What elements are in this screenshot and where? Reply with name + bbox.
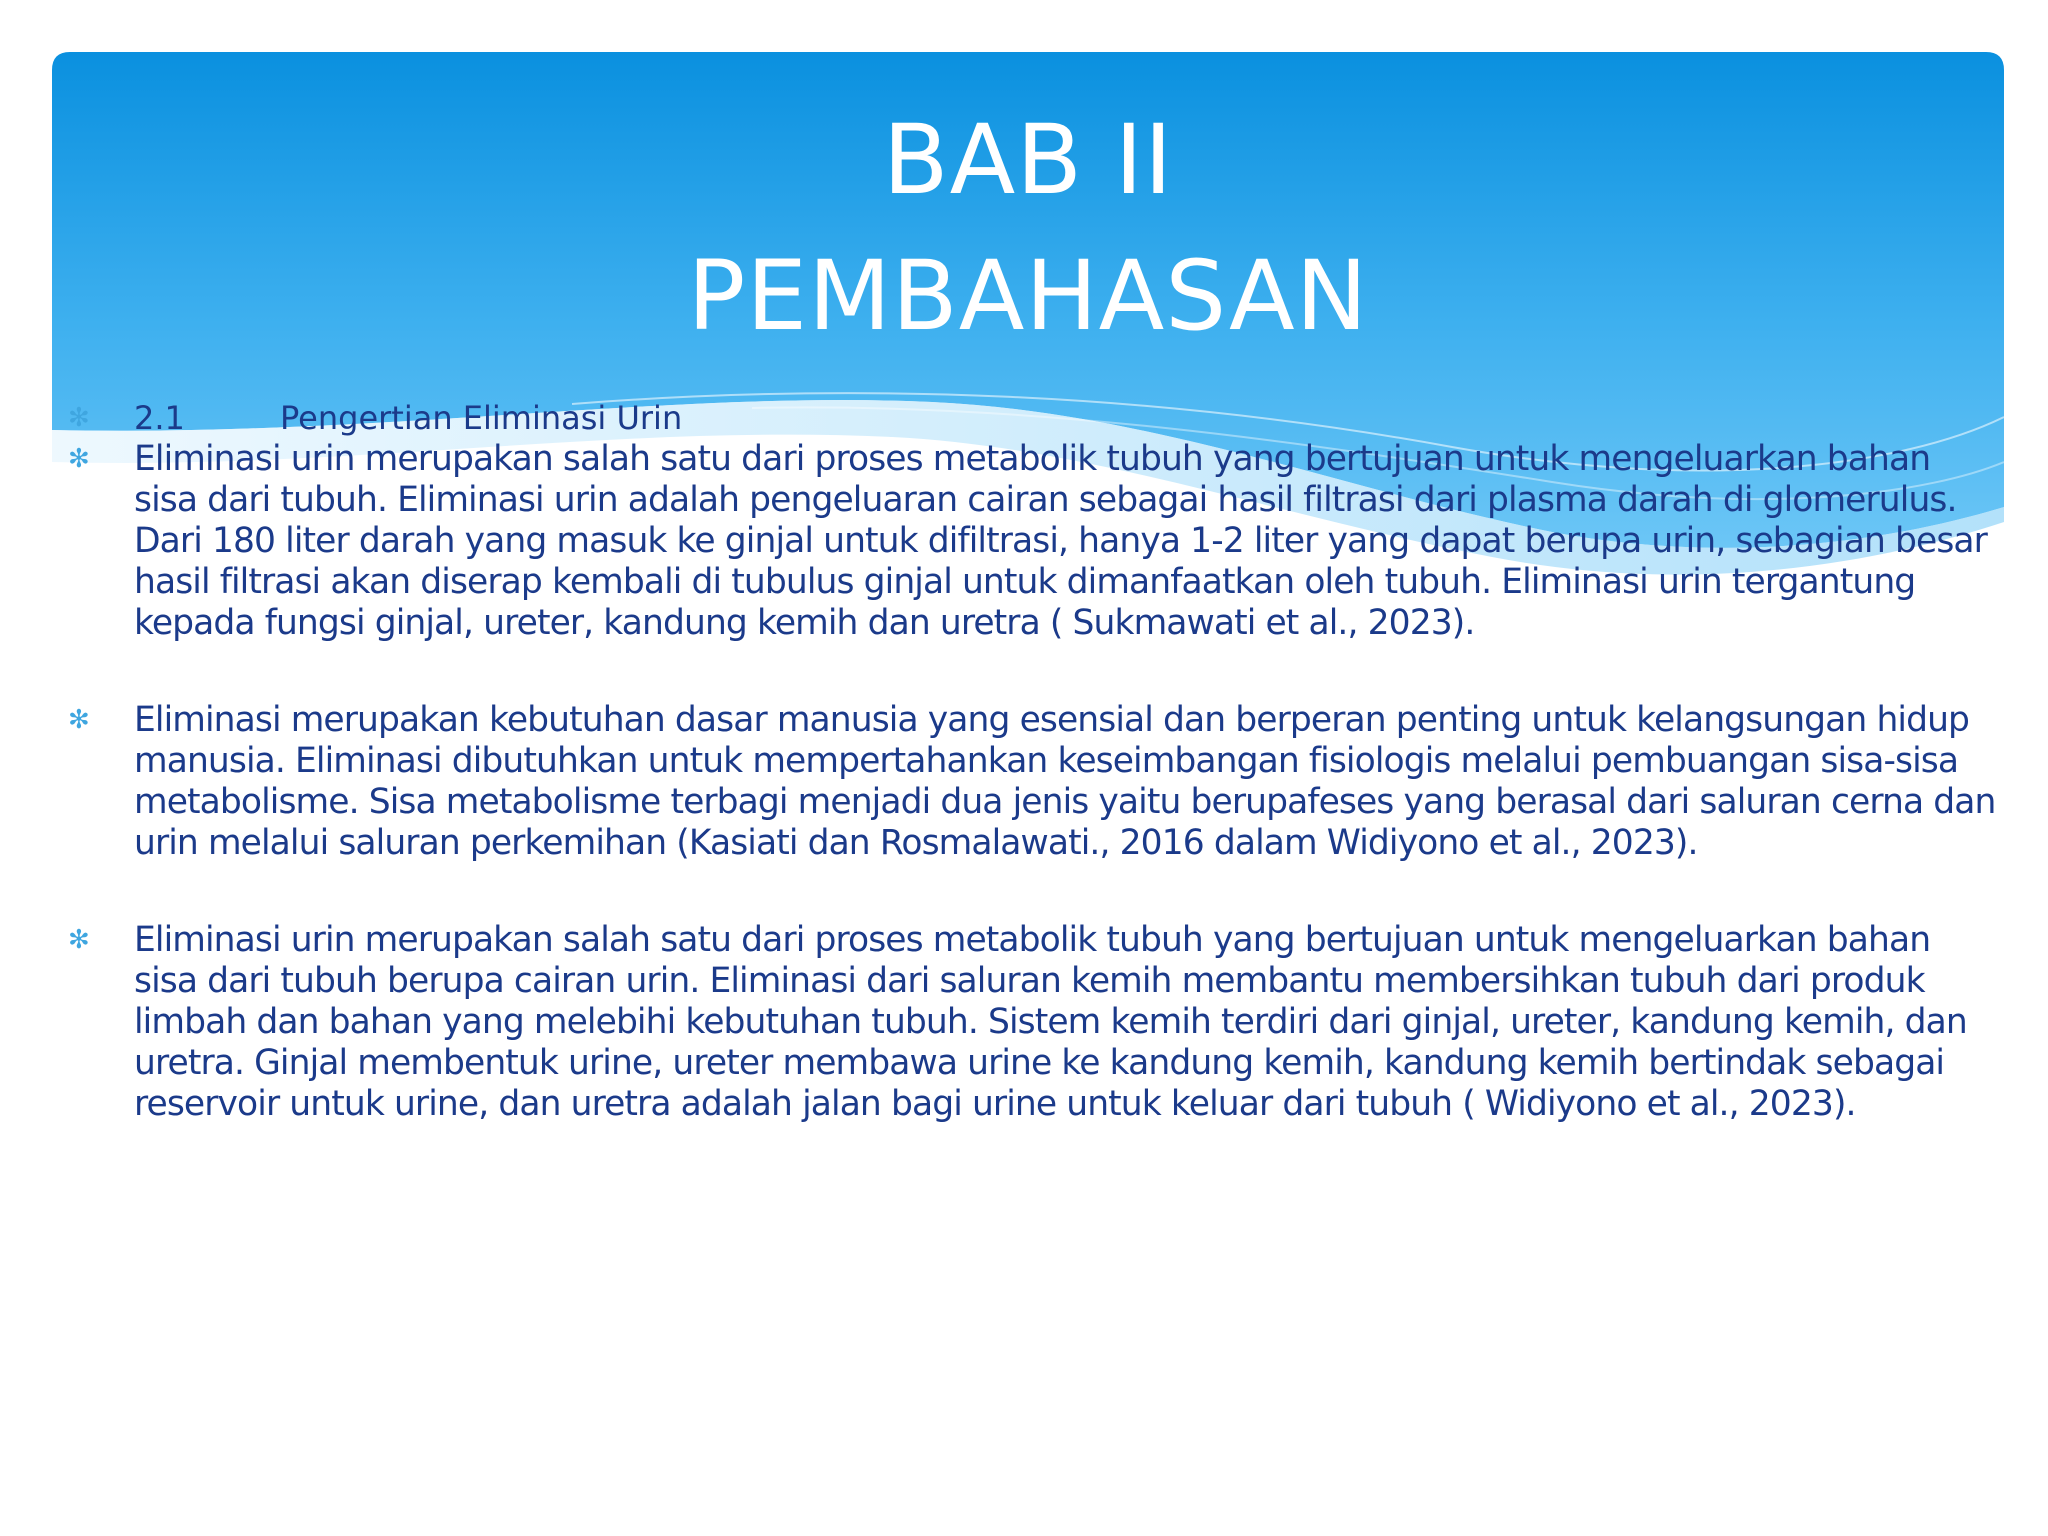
paragraph-text: Eliminasi merupakan kebutuhan dasar manusia yang esensial dan berperan penting untuk kelangsungan hidup manusia. Eliminasi dibutuhkan untuk mempertahankan keseimbangan fisiologis melalui pembuangan sisa-sisa metabolisme. Sisa metabolisme terbagi menjadi dua jenis yaitu berupafeses yang berasal dari saluran cerna dan urin melalui saluran perkemihan (Kasiati dan Rosmalawati., 2016 dalam Widiyono et al., 2023). <box>134 700 1996 863</box>
asterisk-bullet-icon: ✻ <box>68 444 89 474</box>
paragraph-1 <box>68 439 1998 644</box>
asterisk-bullet-icon: ✻ <box>68 705 89 735</box>
slide-content <box>68 398 1998 1125</box>
asterisk-bullet-icon: ✻ <box>68 403 90 433</box>
title-line-1: BAB II <box>882 104 1174 216</box>
title-line-2: PEMBAHASAN <box>687 240 1369 352</box>
paragraph-3 <box>68 920 1998 1125</box>
section-number: 2.1 <box>134 399 185 437</box>
section-title: Pengertian Eliminasi Urin <box>280 399 683 437</box>
paragraph-text: Eliminasi urin merupakan salah satu dari proses metabolik tubuh yang bertujuan untuk mengeluarkan bahan sisa dari tubuh. Eliminasi urin adalah pengeluaran cairan sebagai hasil filtrasi dari plasma darah di glomerulus. Dari 180 liter darah yang masuk ke ginjal untuk difiltrasi, hanya 1-2 liter yang dapat berupa urin, sebagian besar hasil filtrasi akan diserap kembali di tubulus ginjal untuk dimanfaatkan oleh tubuh. Eliminasi urin tergantung kepada fungsi ginjal, ureter, kandung kemih dan uretra ( Sukmawati et al., 2023). <box>134 439 1987 643</box>
section-heading <box>68 398 1998 439</box>
paragraph-2 <box>68 700 1998 864</box>
asterisk-bullet-icon: ✻ <box>68 925 89 955</box>
paragraph-text: Eliminasi urin merupakan salah satu dari proses metabolik tubuh yang bertujuan untuk mengeluarkan bahan sisa dari tubuh berupa cairan urin. Eliminasi dari saluran kemih membantu membersihkan tubuh dari produk limbah dan bahan yang melebihi kebutuhan tubuh. Sistem kemih terdiri dari ginjal, ureter, kandung kemih, dan uretra. Ginjal membentuk urine, ureter membawa urine ke kandung kemih, kandung kemih bertindak sebagai reservoir untuk urine, dan uretra adalah jalan bagi urine untuk keluar dari tubuh ( Widiyono et al., 2023). <box>134 920 1967 1124</box>
slide-title <box>52 92 2004 364</box>
